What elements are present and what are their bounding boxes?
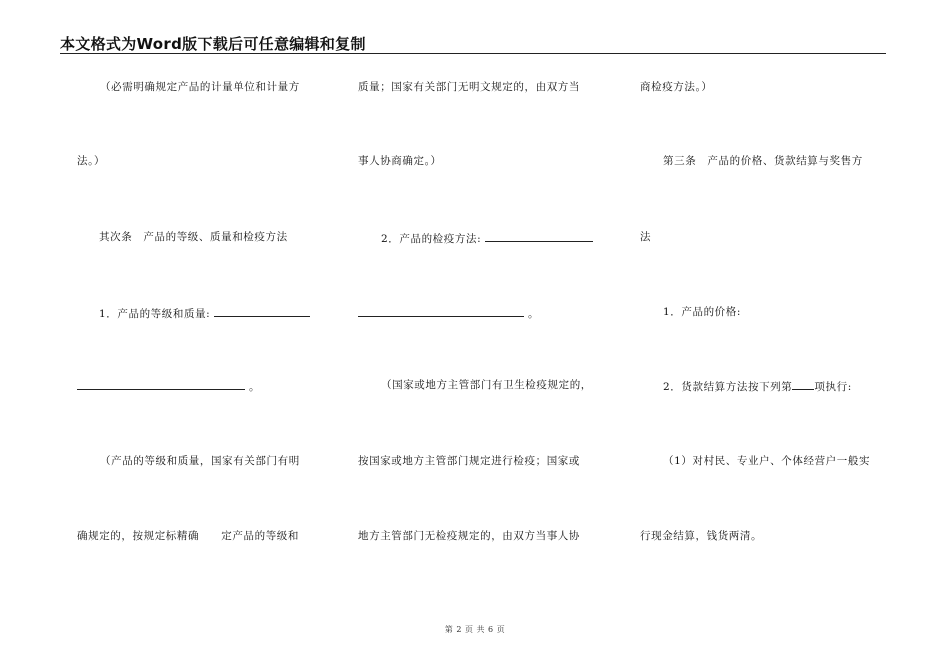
right-line-2: 第三条 产品的价格、货款结算与奖售方 xyxy=(663,155,863,167)
header-divider xyxy=(60,53,886,54)
middle-line-3-text: 2．产品的检疫方法: xyxy=(381,233,482,245)
right-line-1: 商检疫方法。） xyxy=(640,81,713,93)
middle-line-4-tail: 。 xyxy=(527,308,540,320)
right-line-6: （1）对村民、专业户、个体经营户一般实 xyxy=(663,455,871,467)
left-line-6: （产品的等级和质量，国家有关部门有明 xyxy=(100,455,300,467)
middle-line-1: 质量；国家有关部门无明文规定的，由双方当 xyxy=(358,81,580,93)
left-line-1: （必需明确规定产品的计量单位和计量方 xyxy=(100,81,300,93)
left-line-5 xyxy=(77,378,260,394)
left-line-4 xyxy=(99,305,310,321)
middle-line-6: 按国家或地方主管部门规定进行检疫；国家或 xyxy=(358,455,580,467)
left-line-7: 确规定的，按规定标精确 定产品的等级和 xyxy=(77,530,299,542)
left-line-2: 法。） xyxy=(77,155,106,167)
inspection-method-blank[interactable] xyxy=(485,230,593,242)
right-line-5-pre: 2．货款结算方法按下列第 xyxy=(663,381,793,393)
left-line-3: 其次条 产品的等级、质量和检疫方法 xyxy=(99,231,288,243)
middle-line-4 xyxy=(358,305,539,321)
right-line-4: 1．产品的价格: xyxy=(663,306,742,318)
settlement-option-blank[interactable] xyxy=(792,378,814,390)
page-number-footer: 第 2 页 共 6 页 xyxy=(444,625,506,634)
right-line-5-post: 项执行: xyxy=(814,381,852,393)
left-line-4-text: 1．产品的等级和质量: xyxy=(99,308,211,320)
inspection-method-blank-cont[interactable] xyxy=(358,305,524,317)
quality-blank-cont[interactable] xyxy=(77,378,245,390)
right-line-5 xyxy=(663,378,852,394)
middle-line-5: （国家或地方主管部门有卫生检疫规定的， xyxy=(381,379,592,391)
right-line-3: 法 xyxy=(640,231,652,243)
right-line-7: 行现金结算，钱货两清。 xyxy=(640,530,763,542)
middle-line-3 xyxy=(381,230,593,246)
left-line-5-tail: 。 xyxy=(248,381,261,393)
middle-line-2: 事人协商确定。） xyxy=(358,155,442,167)
document-header-title: 本文格式为Word版下载后可任意编辑和复制 xyxy=(60,35,366,53)
middle-line-7: 地方主管部门无检疫规定的，由双方当事人协 xyxy=(358,530,580,542)
quality-blank[interactable] xyxy=(214,305,310,317)
